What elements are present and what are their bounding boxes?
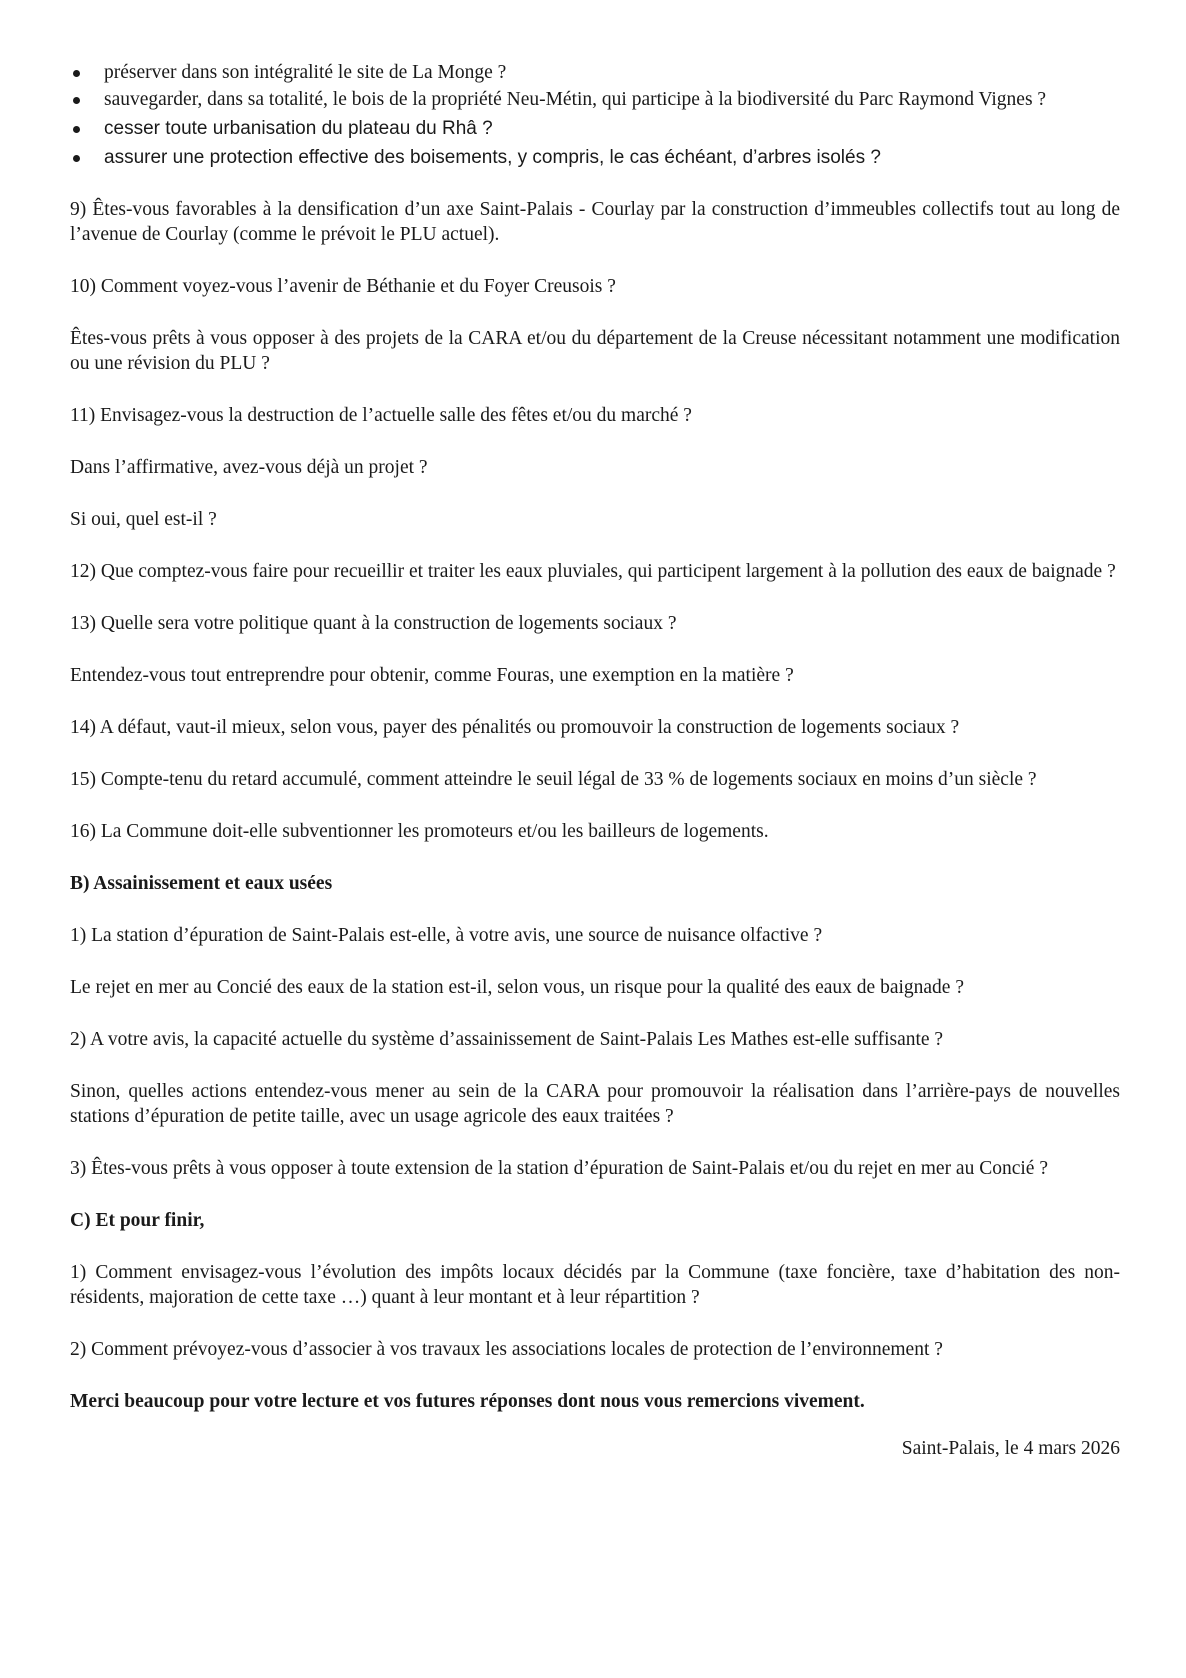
bullet-item: [70, 145, 1120, 170]
question-paragraph: 1) La station d’épuration de Saint-Palais est-elle, à votre avis, une source de nuisance olfactive ?: [70, 925, 823, 946]
question-paragraph: 14) A défaut, vaut-il mieux, selon vous, payer des pénalités ou promouvoir la construction de logements sociaux ?: [70, 717, 960, 738]
question-paragraph: Sinon, quelles actions entendez-vous mener au sein de la CARA pour promouvoir la réalisation dans l’arrière-pays de nouvelles stations d’épuration de petite taille, avec un usage agricole des eaux traitées ?: [70, 1081, 1120, 1127]
question-paragraph: 9) Êtes-vous favorables à la densification d’un axe Saint-Palais - Courlay par la construction d’immeubles collectifs tout au long de l’avenue de Courlay (comme le prévoit le PLU actuel).: [70, 199, 1120, 245]
section-c-heading: C) Et pour finir,: [70, 1210, 205, 1231]
signature-place-date: Saint-Palais, le 4 mars 2026: [901, 1438, 1120, 1459]
question-paragraph: Êtes-vous prêts à vous opposer à des projets de la CARA et/ou du département de la Creuse nécessitant notamment une modification ou une révision du PLU ?: [70, 328, 1120, 374]
question-paragraph: 16) La Commune doit-elle subventionner les promoteurs et/ou les bailleurs de logements.: [70, 821, 769, 842]
question-paragraph: Le rejet en mer au Concié des eaux de la station est-il, selon vous, un risque pour la qualité des eaux de baignade ?: [70, 977, 964, 998]
bullet-item: [70, 60, 1120, 85]
question-paragraph: 13) Quelle sera votre politique quant à la construction de logements sociaux ?: [70, 613, 677, 634]
question-paragraph: 1) Comment envisagez-vous l’évolution des impôts locaux décidés par la Commune (taxe foncière, taxe d’habitation des non-résidents, majoration de cette taxe …) quant à leur montant et à leur répartition ?: [70, 1262, 1120, 1308]
bullet-text: sauvegarder, dans sa totalité, le bois de la propriété Neu-Métin, qui participe à la biodiversité du Parc Raymond Vignes ?: [104, 89, 1047, 110]
bullet-item: [70, 116, 1120, 141]
bullet-text: préserver dans son intégralité le site de La Monge ?: [104, 62, 507, 83]
question-paragraph: 2) Comment prévoyez-vous d’associer à vos travaux les associations locales de protection de l’environnement ?: [70, 1339, 943, 1360]
bullet-icon: [73, 97, 80, 104]
question-bullet-list: [70, 60, 1120, 170]
bullet-icon: [73, 70, 80, 77]
question-paragraph: 15) Compte-tenu du retard accumulé, comment atteindre le seuil légal de 33 % de logements sociaux en moins d’un siècle ?: [70, 769, 1037, 790]
question-paragraph: 12) Que comptez-vous faire pour recueillir et traiter les eaux pluviales, qui participent largement à la pollution des eaux de baignade ?: [70, 561, 1116, 582]
question-paragraph: 2) A votre avis, la capacité actuelle du système d’assainissement de Saint-Palais Les Mathes est-elle suffisante ?: [70, 1029, 944, 1050]
question-paragraph: Si oui, quel est-il ?: [70, 509, 217, 530]
bullet-text: assurer une protection effective des boisements, y compris, le cas échéant, d’arbres isolés ?: [104, 147, 881, 168]
question-paragraph: 10) Comment voyez-vous l’avenir de Béthanie et du Foyer Creusois ?: [70, 276, 616, 297]
question-paragraph: Entendez-vous tout entreprendre pour obtenir, comme Fouras, une exemption en la matière ?: [70, 665, 794, 686]
bullet-icon: [73, 155, 80, 162]
question-paragraph: 3) Êtes-vous prêts à vous opposer à toute extension de la station d’épuration de Saint-Palais et/ou du rejet en mer au Concié ?: [70, 1158, 1048, 1179]
question-paragraph: Dans l’affirmative, avez-vous déjà un projet ?: [70, 457, 428, 478]
bullet-text: cesser toute urbanisation du plateau du Rhâ ?: [104, 118, 493, 139]
section-b-heading: B) Assainissement et eaux usées: [70, 873, 333, 894]
question-paragraph: 11) Envisagez-vous la destruction de l’actuelle salle des fêtes et/ou du marché ?: [70, 405, 692, 426]
document-page: [70, 60, 1120, 1461]
closing-statement: Merci beaucoup pour votre lecture et vos futures réponses dont nous vous remercions vivement.: [70, 1391, 865, 1412]
bullet-icon: [73, 126, 80, 133]
bullet-item: [70, 87, 1120, 112]
